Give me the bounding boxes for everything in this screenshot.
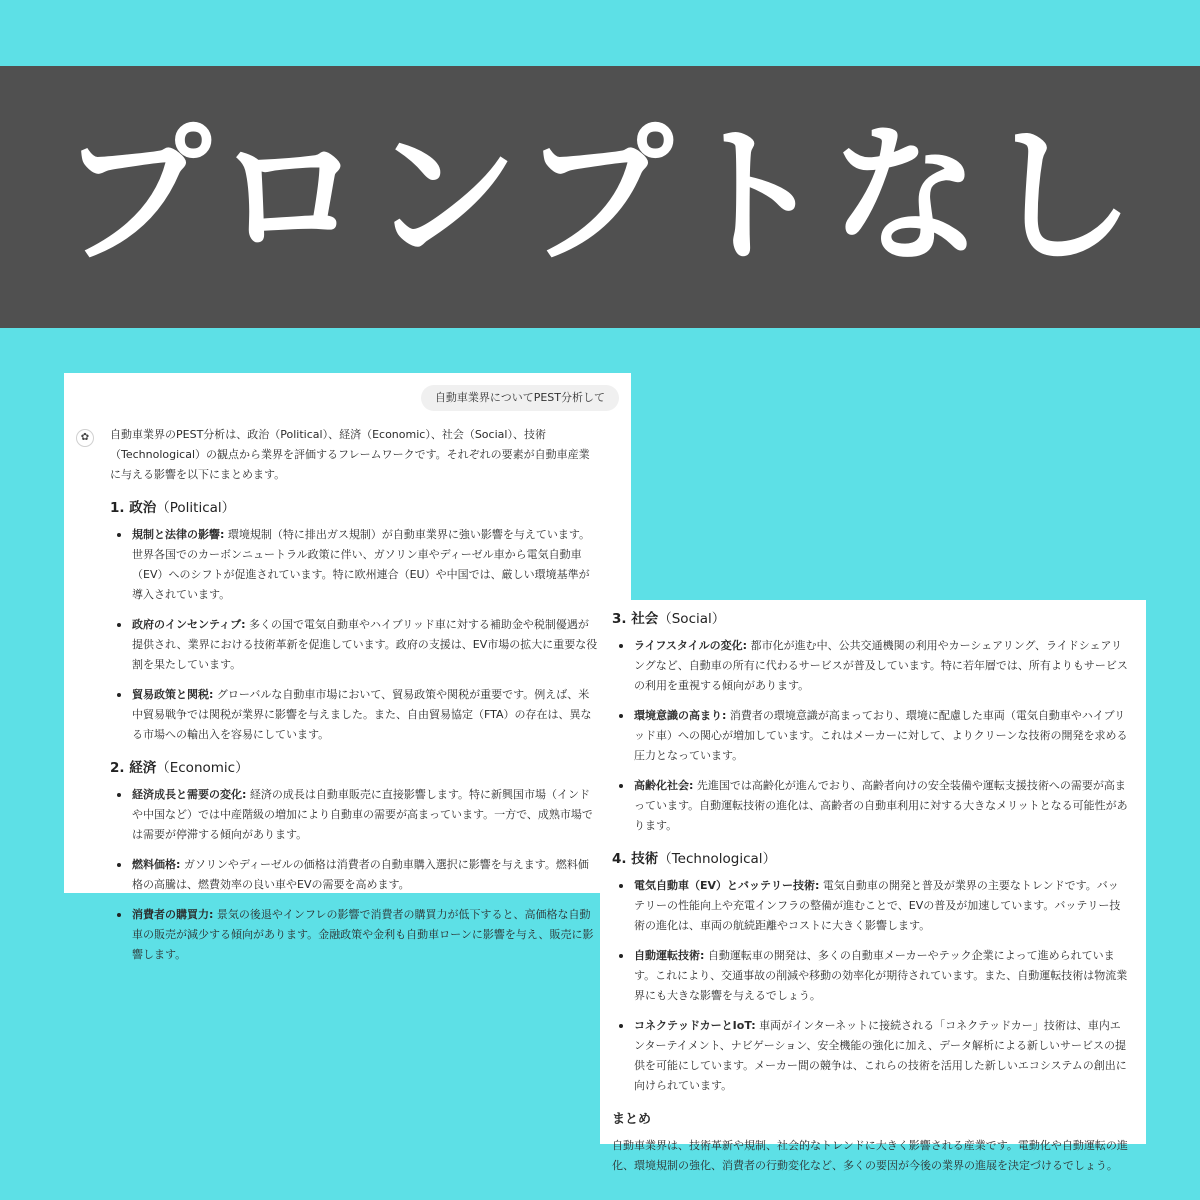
chat-screenshot-part-1 bbox=[64, 373, 631, 961]
political-points bbox=[110, 525, 599, 745]
section-heading-technological: 4. 技術（Technological） bbox=[612, 851, 777, 867]
summary-heading: まとめ bbox=[612, 1112, 652, 1127]
section-heading-political: 1. 政治（Political） bbox=[110, 500, 236, 516]
summary-text: 自動車業界は、技術革新や規制、社会的なトレンドに大きく影響される産業です。電動化や自動運転の進化、環境規制の強化、消費者の行動変化など、多くの要因が今後の業界の進展を決定づけるでしょう。 bbox=[612, 1139, 1128, 1172]
assistant-message bbox=[80, 425, 599, 965]
list-item: 経済成長と需要の変化: 経済の成長は自動車販売に直接影響します。特に新興国市場（インドや中国など）では中産階級の増加により自動車の需要が高まっています。一方で、成熟市場では需要が停滞する傾向があります。 bbox=[132, 785, 599, 845]
list-item: 燃料価格: ガソリンやディーゼルの価格は消費者の自動車購入選択に影響を与えます。燃料価格の高騰は、燃費効率の良い車やEVの需要を高めます。 bbox=[132, 855, 599, 895]
list-item: 貿易政策と関税: グローバルな自動車市場において、貿易政策や関税が重要です。例えば、米中貿易戦争では関税が業界に影響を与えました。また、自由貿易協定（FTA）の存在は、異なる市場への輸出入を容易にしています。 bbox=[132, 685, 599, 745]
title-banner bbox=[0, 66, 1200, 328]
list-item: 電気自動車（EV）とバッテリー技術: 電気自動車の開発と普及が業界の主要なトレンドです。バッテリーの性能向上や充電インフラの整備が進むことで、EVの普及が加速しています。バッテリー技術の進化は、車両の航続距離やコストに大きく影響します。 bbox=[634, 876, 1128, 936]
economic-points bbox=[110, 785, 599, 965]
technological-points bbox=[612, 876, 1128, 1096]
list-item: コネクテッドカーとIoT: 車両がインターネットに接続される「コネクテッドカー」技術は、車内エンターテイメント、ナビゲーション、安全機能の強化に加え、データ解析による新しいサービスの提供を可能にしています。メーカー間の競争は、これらの技術を活用した新しいエコシステムの創出に向けられています。 bbox=[634, 1016, 1128, 1096]
list-item: 自動運転技術: 自動運転車の開発は、多くの自動車メーカーやテック企業によって進められています。これにより、交通事故の削減や移動の効率化が期待されています。また、自動運転技術は物流業界にも大きな影響を与えるでしょう。 bbox=[634, 946, 1128, 1006]
banner-title: プロンプトなし bbox=[60, 110, 1139, 284]
list-item: 環境意識の高まり: 消費者の環境意識が高まっており、環境に配慮した車両（電気自動車やハイブリッド車）への関心が増加しています。これはメーカーに対して、よりクリーンな技術の開発を求める圧力となっています。 bbox=[634, 706, 1128, 766]
chat-screenshot-part-2 bbox=[600, 600, 1146, 1172]
openai-logo-icon: ✿ bbox=[76, 429, 94, 447]
section-heading-social: 3. 社会（Social） bbox=[612, 611, 726, 627]
list-item: 規制と法律の影響: 環境規制（特に排出ガス規制）が自動車業界に強い影響を与えています。世界各国でのカーボンニュートラル政策に伴い、ガソリン車やディーゼル車から電気自動車（EV）へのシフトが促進されています。特に欧州連合（EU）や中国では、厳しい環境基準が導入されています。 bbox=[132, 525, 599, 605]
list-item: 消費者の購買力: 景気の後退やインフレの影響で消費者の購買力が低下すると、高価格な自動車の販売が減少する傾向があります。金融政策や金利も自動車ローンに影響を与え、販売に影響します。 bbox=[132, 905, 599, 965]
social-points bbox=[612, 636, 1128, 836]
list-item: ライフスタイルの変化: 都市化が進む中、公共交通機関の利用やカーシェアリング、ライドシェアリングなど、自動車の所有に代わるサービスが普及しています。特に若年層では、所有よりもサービスの利用を重視する傾向があります。 bbox=[634, 636, 1128, 696]
section-heading-economic: 2. 経済（Economic） bbox=[110, 760, 249, 776]
list-item: 政府のインセンティブ: 多くの国で電気自動車やハイブリッド車に対する補助金や税制優遇が提供され、業界における技術革新を促進しています。政府の支援は、EV市場の拡大に重要な役割を果たしています。 bbox=[132, 615, 599, 675]
assistant-intro: 自動車業界のPEST分析は、政治（Political）、経済（Economic）、社会（Social）、技術（Technological）の観点から業界を評価するフレームワークです。それぞれの要素が自動車産業に与える影響を以下にまとめます。 bbox=[110, 428, 590, 481]
list-item: 高齢化社会: 先進国では高齢化が進んでおり、高齢者向けの安全装備や運転支援技術への需要が高まっています。自動運転技術の進化は、高齢者の自動車利用に対する大きなメリットとなる可能性があります。 bbox=[634, 776, 1128, 836]
user-message-row bbox=[110, 385, 605, 411]
user-message-bubble: 自動車業界についてPEST分析して bbox=[421, 385, 619, 411]
